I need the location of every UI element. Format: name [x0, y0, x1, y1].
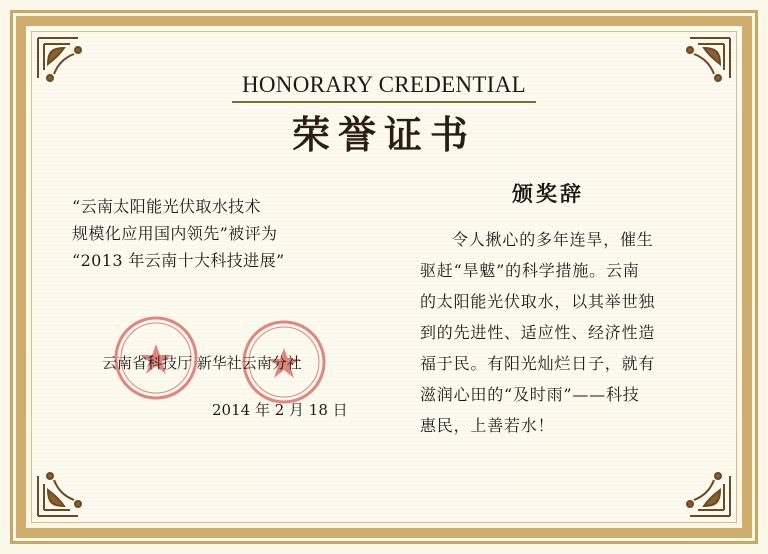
title-english: HONORARY CREDENTIAL — [241, 72, 527, 97]
corner-ornament-bottom-left — [34, 450, 104, 520]
speech-line: 的太阳能光伏取水，以其举世独 — [420, 292, 656, 311]
speech-line: 滋润心田的“及时雨”——科技 — [420, 385, 640, 404]
issuing-organizations: 云南省科技厅 新华社云南分社 — [102, 354, 302, 372]
title-chinese: 荣誉证书 — [291, 112, 476, 157]
speech-line: 福于民。有阳光灿烂日子，就有 — [420, 354, 656, 373]
issue-date: 2014 年 2 月 18 日 — [212, 401, 348, 419]
award-citation — [72, 193, 372, 274]
speech-line: 驱赶“旱魃”的科学措施。云南 — [420, 261, 640, 280]
award-speech — [420, 224, 725, 441]
citation-line: 规模化应用国内领先”被评为 — [72, 224, 278, 243]
title-divider — [232, 101, 536, 103]
citation-line: “2013 年云南十大科技进展” — [72, 251, 285, 270]
corner-ornament-bottom-right — [664, 450, 734, 520]
speech-line: 到的先进性、适应性、经济性造 — [420, 323, 656, 342]
citation-line: “云南太阳能光伏取水技术 — [72, 197, 261, 216]
speech-line: 惠民，上善若水！ — [420, 416, 555, 435]
speech-line: 令人揪心的多年连旱，催生 — [452, 230, 654, 249]
award-speech-heading: 颁奖辞 — [512, 181, 584, 206]
